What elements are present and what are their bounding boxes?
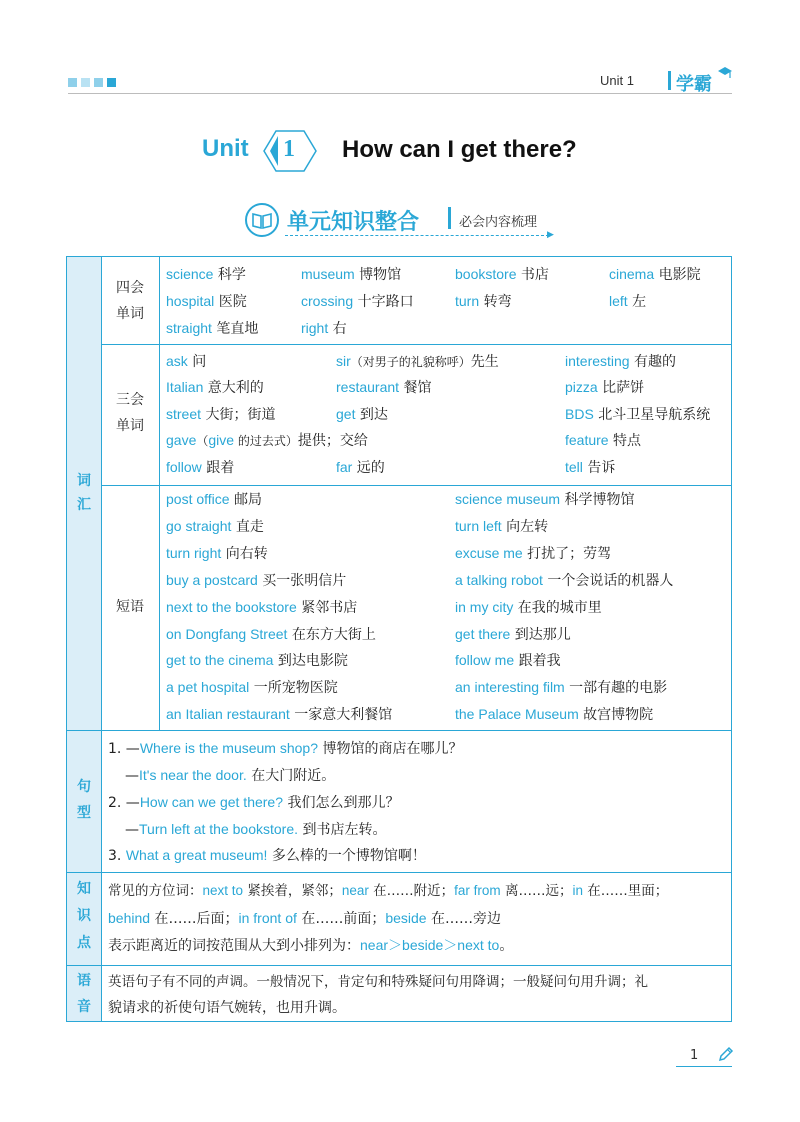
sentence-label-2: 型 (77, 805, 91, 821)
phrase-item (166, 544, 268, 563)
sentence-line (125, 766, 335, 785)
phrase-item (166, 517, 264, 536)
vocab-zh: 意大利的 (203, 380, 264, 396)
sentence-prefix: 2. — (108, 795, 140, 811)
kp-text: 在……旁边 (426, 911, 502, 927)
sentence-prefix: — (125, 822, 139, 838)
deco-square (107, 78, 116, 87)
vocab-zh: 提供；交给 (297, 433, 368, 449)
vocab-item (336, 458, 385, 477)
book-icon (244, 202, 280, 238)
phrase-zh: 到达那儿 (510, 627, 571, 643)
vocab-item (565, 378, 644, 397)
sentence-prefix: 3. (108, 848, 126, 864)
sentence-en: How can we get there? (139, 794, 284, 810)
vocab-zh: 大街；街道 (201, 407, 276, 423)
phrase-item (166, 678, 338, 697)
vocab-item (301, 265, 401, 284)
phrase-en: follow me (455, 652, 515, 668)
sentence-prefix: 1. — (108, 741, 140, 757)
phrase-item (166, 490, 262, 509)
phrase-en: a pet hospital (166, 679, 250, 695)
deco-square (94, 78, 103, 87)
table-divider (101, 344, 732, 345)
phrase-zh: 打扰了；劳驾 (522, 546, 612, 562)
vocab-zh: 告诉 (582, 460, 616, 476)
vocab-zh: 科学 (213, 267, 246, 283)
phrase-zh: 跟着我 (514, 653, 561, 669)
phrase-item (455, 571, 673, 590)
kp-en: beside (385, 910, 427, 926)
knowledge-line (108, 882, 668, 900)
sentence-zh: 在大门附近。 (246, 768, 336, 784)
phrase-zh: 在东方大街上 (287, 627, 376, 643)
vocab-item (301, 292, 414, 311)
phrase-item (166, 705, 392, 724)
vocab-zh: 跟着 (201, 460, 235, 476)
three-skill-label-1: 三会 (116, 392, 144, 408)
kp-text: 在……前面； (296, 911, 386, 927)
vocab-en: hospital (166, 293, 215, 309)
phrase-zh: 向左转 (501, 519, 549, 535)
vocab-en: pizza (565, 379, 598, 395)
vocab-en: Italian (166, 379, 204, 395)
vocab-zh: 转弯 (479, 294, 512, 310)
kp-symbol: ＞ (443, 937, 458, 953)
phrase-en: a talking robot (455, 572, 543, 588)
footer-rule (676, 1066, 732, 1067)
knowledge-line (108, 936, 513, 955)
sentence-zh: 多么棒的一个博物馆啊！ (267, 848, 426, 864)
vocab-item (166, 319, 258, 338)
sentence-line (108, 793, 399, 812)
knowledge-label-2: 识 (77, 908, 91, 924)
phrase-en: the Palace Museum (455, 706, 579, 722)
pencil-icon (718, 1046, 734, 1062)
vocab-en: bookstore (455, 266, 517, 282)
phonetics-label-2: 音 (77, 999, 91, 1015)
phrase-en: turn right (166, 545, 222, 561)
vocab-item (455, 265, 549, 284)
section-dashed-line (285, 235, 549, 236)
table-divider (101, 485, 732, 486)
vocab-en: feature (565, 432, 609, 448)
section-divider (448, 207, 451, 229)
kp-en: beside (402, 937, 444, 953)
vocab-zh: 书店 (516, 267, 549, 283)
vocab-item (565, 352, 676, 371)
vocab-en: tell (565, 459, 583, 475)
sentence-zh: 博物馆的商店在哪儿？ (318, 741, 463, 757)
sentence-line (108, 739, 462, 758)
sentence-en: It's near the door. (139, 767, 247, 783)
kp-en: near (341, 883, 369, 898)
phrase-zh: 邮局 (229, 492, 263, 508)
vocab-item (166, 292, 247, 311)
vocab-item (166, 265, 246, 284)
kp-text: 在……里面； (582, 883, 669, 899)
vocab-en: right (301, 320, 329, 336)
phrase-item (455, 705, 653, 724)
vocab-item (565, 431, 641, 450)
phrases-label: 短语 (116, 599, 144, 615)
title-unit-number: 1 (283, 136, 295, 162)
phrase-zh: 科学博物馆 (560, 492, 635, 508)
phrase-en: an Italian restaurant (166, 706, 290, 722)
phrase-item (166, 598, 357, 617)
vocab-item (166, 405, 275, 424)
phrase-zh: 直走 (231, 519, 264, 535)
vocab-en: street (166, 406, 202, 422)
phrase-item (455, 490, 635, 509)
vocab-item (336, 378, 432, 397)
phrase-en: get there (455, 626, 511, 642)
vocab-en: science (166, 266, 214, 282)
kp-text: 在……附近； (368, 883, 455, 899)
phrase-zh: 一家意大利餐馆 (289, 707, 393, 723)
vocab-item (565, 458, 615, 477)
kp-en: next to (202, 883, 244, 898)
kp-en: near (360, 937, 389, 953)
phrase-en: turn left (455, 518, 502, 534)
table-divider (101, 257, 102, 1021)
phrase-en: science museum (455, 491, 561, 507)
vocab-zh: 右 (328, 321, 347, 337)
phrase-item (166, 651, 348, 670)
kp-text: 常见的方位词： (108, 883, 203, 899)
header-unit-label: Unit 1 (600, 73, 634, 88)
vocab-zh: 有趣的 (629, 354, 677, 370)
sentence-prefix: — (125, 768, 139, 784)
title-unit-word: Unit (202, 135, 249, 162)
sentence-en: What a great museum! (125, 847, 268, 863)
page-number: 1 (690, 1048, 699, 1063)
vocab-en: give (208, 432, 235, 448)
four-skill-label-2: 单词 (116, 306, 144, 322)
vocab-en: get (336, 406, 356, 422)
phrase-zh: 故宫博物院 (578, 707, 654, 723)
vocab-en: ask (166, 353, 188, 369)
phrase-en: get to the cinema (166, 652, 274, 668)
sentence-en: Turn left at the bookstore. (139, 821, 299, 837)
sentence-line (125, 820, 386, 839)
vocab-zh: 北斗卫星导航系统 (593, 407, 711, 423)
vocab-zh: 医院 (214, 294, 247, 310)
vocab-en: crossing (301, 293, 354, 309)
sentence-label-1: 句 (77, 779, 91, 795)
phrase-en: an interesting film (455, 679, 565, 695)
vocab-zh: 笔直地 (211, 321, 259, 337)
vocab-en: turn (455, 293, 480, 309)
sentence-zh: 我们怎么到那儿？ (283, 795, 400, 811)
sentence-zh: 到书店左转。 (298, 822, 387, 838)
kp-text: 紧挨着，紧邻； (243, 883, 342, 899)
vocab-en: follow (166, 459, 202, 475)
phrase-zh: 一个会说话的机器人 (542, 573, 674, 589)
vocab-zh: 问 (187, 354, 207, 370)
kp-en: in (572, 883, 583, 898)
sentence-en: Where is the museum shop? (139, 740, 319, 756)
kp-text: 在……后面； (150, 911, 239, 927)
knowledge-label-3: 点 (77, 935, 91, 951)
sentence-line (108, 846, 426, 865)
knowledge-label-1: 知 (77, 881, 91, 897)
vocab-zh: 特点 (608, 433, 642, 449)
arrow-right-icon: ▶ (547, 230, 554, 240)
phrase-item (455, 517, 548, 536)
vocab-item (166, 431, 368, 450)
vocab-label-1: 词 (77, 473, 91, 489)
phrase-en: go straight (166, 518, 232, 534)
phrase-item (455, 678, 667, 697)
vocab-note: （对男子的礼貌称呼） (350, 355, 471, 369)
table-divider (159, 257, 160, 730)
phrase-zh: 一部有趣的电影 (564, 680, 668, 696)
kp-symbol: ＞ (388, 937, 403, 953)
vocab-item (301, 319, 347, 338)
phrase-zh: 买一张明信片 (257, 573, 347, 589)
knowledge-line (108, 909, 501, 928)
kp-text: 离……远； (500, 883, 573, 899)
kp-en: in front of (238, 910, 297, 926)
vocab-item (166, 458, 234, 477)
vocab-en: straight (166, 320, 212, 336)
vocab-en: interesting (565, 353, 630, 369)
phrase-item (455, 598, 602, 617)
phrase-zh: 向右转 (221, 546, 268, 562)
phrase-zh: 在我的城市里 (513, 600, 602, 616)
vocab-item (455, 292, 512, 311)
vocab-en: sir (336, 353, 351, 369)
vocab-en: left (609, 293, 628, 309)
vocab-item (609, 292, 646, 311)
vocab-item (336, 352, 499, 371)
page-title: How can I get there? (342, 136, 577, 163)
vocab-zh: 左 (627, 294, 647, 310)
phrase-zh: 一所宠物医院 (249, 680, 338, 696)
phrase-en: on Dongfang Street (166, 626, 288, 642)
kp-en: far from (454, 883, 501, 898)
graduation-cap-icon (717, 66, 733, 80)
phrase-item (455, 544, 611, 563)
vocab-note: 的过去式） (234, 434, 298, 448)
phrase-zh: 紧邻书店 (296, 600, 358, 616)
phrase-en: post office (166, 491, 230, 507)
vocab-zh: 电影院 (654, 267, 701, 283)
phrase-item (455, 651, 561, 670)
vocab-zh: 到达 (355, 407, 388, 423)
phonetics-label-1: 语 (77, 973, 91, 989)
header-divider (668, 71, 671, 90)
kp-text: 表示距离近的词按范围从大到小排列为： (108, 938, 360, 954)
vocab-en: gave (166, 432, 197, 448)
deco-square (68, 78, 77, 87)
vocab-zh: 先生 (470, 354, 499, 370)
phonetics-line: 英语句子有不同的声调。一般情况下，肯定句和特殊疑问句用降调；一般疑问句用升调；礼 (108, 974, 648, 990)
vocab-en: museum (301, 266, 355, 282)
table-divider (67, 730, 732, 731)
vocab-zh: 远的 (352, 460, 385, 476)
kp-en: next to (457, 937, 500, 953)
kp-en: behind (108, 910, 151, 926)
phrase-en: buy a postcard (166, 572, 258, 588)
vocab-item (166, 352, 206, 371)
phrase-item (166, 571, 346, 590)
brand-logo: 学霸 (676, 74, 712, 95)
phrase-zh: 到达电影院 (273, 653, 348, 669)
phonetics-line: 貌请求的祈使句语气婉转，也用升调。 (108, 1000, 346, 1016)
vocab-paren: （ (196, 434, 209, 448)
table-divider (67, 965, 732, 966)
vocab-zh: 博物馆 (354, 267, 402, 283)
kp-text: 。 (499, 938, 514, 954)
section-title: 单元知识整合 (287, 210, 420, 235)
header-decoration (68, 78, 116, 87)
phrase-item (166, 625, 376, 644)
vocab-label-2: 汇 (77, 497, 91, 513)
table-divider (67, 872, 732, 873)
vocab-zh: 餐馆 (399, 380, 432, 396)
phrase-en: excuse me (455, 545, 523, 561)
three-skill-label-2: 单词 (116, 418, 144, 434)
vocab-item (565, 405, 710, 424)
vocab-en: BDS (565, 406, 594, 422)
vocab-item (336, 405, 388, 424)
vocab-en: restaurant (336, 379, 400, 395)
four-skill-label-1: 四会 (116, 280, 144, 296)
header-rule (68, 93, 732, 94)
phrase-en: in my city (455, 599, 514, 615)
section-subtitle: 必会内容梳理 (459, 215, 538, 230)
vocab-zh: 十字路口 (353, 294, 414, 310)
vocab-en: cinema (609, 266, 655, 282)
vocab-en: far (336, 459, 353, 475)
phrase-item (455, 625, 571, 644)
vocab-item (609, 265, 701, 284)
vocab-zh: 比萨饼 (597, 380, 645, 396)
phrase-en: next to the bookstore (166, 599, 297, 615)
deco-square (81, 78, 90, 87)
vocab-item (166, 378, 264, 397)
